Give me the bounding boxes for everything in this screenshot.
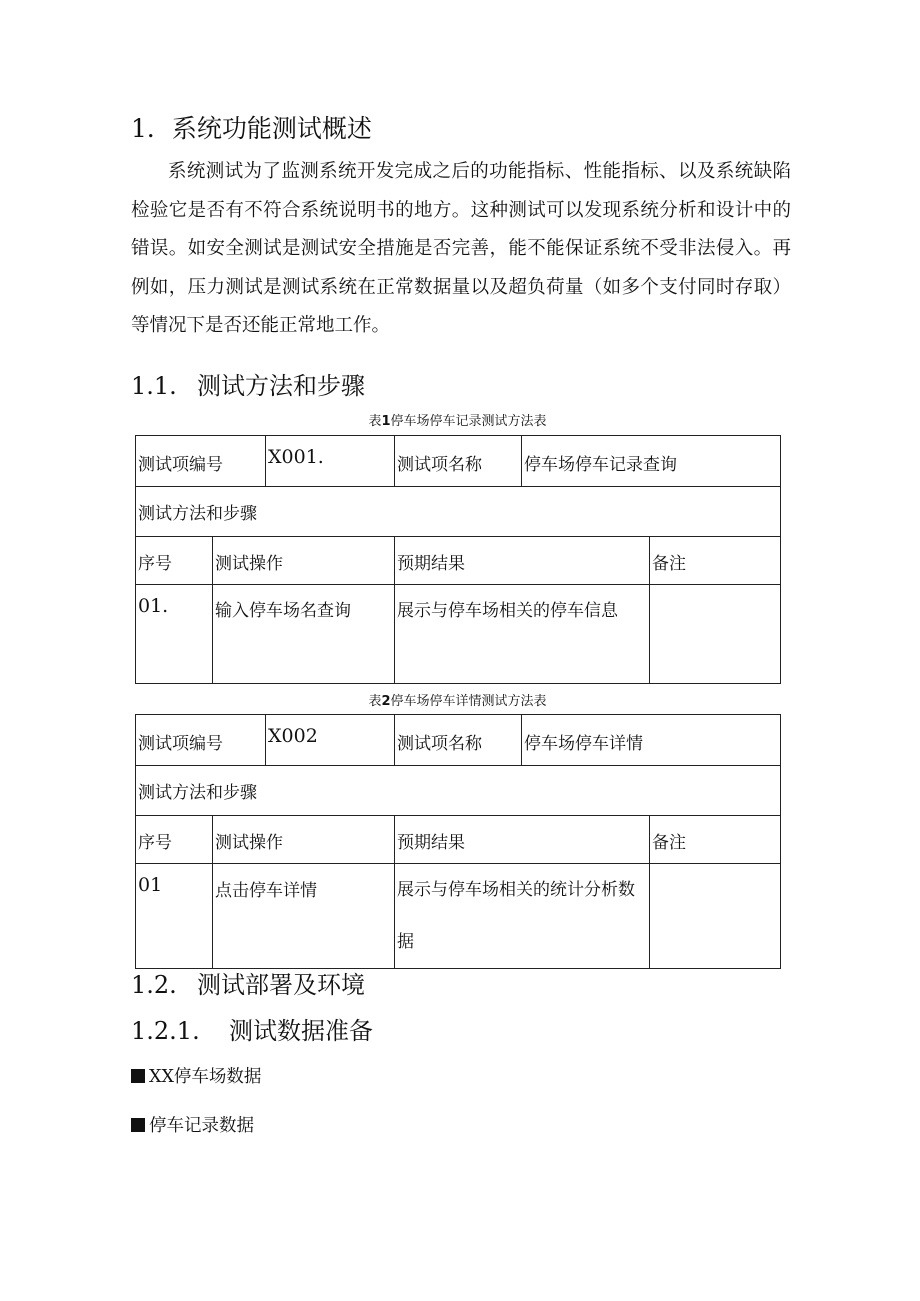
section-heading-1-1 xyxy=(131,370,365,402)
section-number: 1.2.1. xyxy=(131,1017,200,1045)
header-note: 备注 xyxy=(650,816,781,864)
id-value-cell: X002 xyxy=(266,715,395,766)
name-label-cell: 测试项名称 xyxy=(395,715,522,766)
section-heading-1-2-1 xyxy=(131,1015,373,1047)
steps-label-cell: 测试方法和步骤 xyxy=(136,766,781,816)
id-label-cell: 测试项编号 xyxy=(136,715,266,766)
table-row xyxy=(136,436,781,487)
table-2-caption xyxy=(135,693,780,711)
row-note xyxy=(650,585,781,684)
header-operation: 测试操作 xyxy=(213,816,395,864)
caption-prefix: 表 xyxy=(368,694,382,709)
name-label-cell: 测试项名称 xyxy=(395,436,522,487)
header-seq: 序号 xyxy=(136,816,213,864)
test-table-2 xyxy=(135,714,781,969)
table-row xyxy=(136,766,781,816)
row-seq: 01. xyxy=(136,585,213,684)
table-row xyxy=(136,715,781,766)
row-expected: 展示与停车场相关的统计分析数据 xyxy=(395,864,650,969)
header-seq: 序号 xyxy=(136,537,213,585)
list-item xyxy=(131,1114,254,1138)
table-1-caption xyxy=(135,413,780,431)
name-value-cell: 停车场停车详情 xyxy=(522,715,781,766)
caption-text: 停车场停车详情测试方法表 xyxy=(390,694,547,709)
section-number: 1.2. xyxy=(131,971,177,999)
header-expected: 预期结果 xyxy=(395,537,650,585)
header-expected: 预期结果 xyxy=(395,816,650,864)
section-number: 1.1. xyxy=(131,372,177,400)
name-value-cell: 停车场停车记录查询 xyxy=(522,436,781,487)
overview-text: 系统测试为了监测系统开发完成之后的功能指标、性能指标、以及系统缺陷检验它是否有不符合系统说明书的地方。这种测试可以发现系统分析和设计中的错误。如安全测试是测试安全措施是否完善，能不能保证系统不受非法侵入。再例如，压力测试是测试系统在正常数据量以及超负荷量（如多个支付同时存取）等情况下是否还能正常地工作。 xyxy=(131,161,791,336)
caption-number: 2 xyxy=(381,694,391,709)
section-title: 测试方法和步骤 xyxy=(197,372,365,400)
id-label-cell: 测试项编号 xyxy=(136,436,266,487)
square-bullet-icon xyxy=(131,1118,145,1132)
row-operation: 输入停车场名查询 xyxy=(213,585,395,684)
table-header-row xyxy=(136,537,781,585)
row-note xyxy=(650,864,781,969)
row-operation: 点击停车详情 xyxy=(213,864,395,969)
test-table-1 xyxy=(135,435,781,684)
section-title: 测试数据准备 xyxy=(229,1017,373,1045)
steps-label-cell: 测试方法和步骤 xyxy=(136,487,781,537)
list-item-text: 停车记录数据 xyxy=(149,1116,254,1136)
list-item xyxy=(131,1065,261,1089)
row-expected: 展示与停车场相关的停车信息 xyxy=(395,585,650,684)
header-note: 备注 xyxy=(650,537,781,585)
section-heading-1-2 xyxy=(131,969,365,1001)
table-header-row xyxy=(136,816,781,864)
caption-prefix: 表 xyxy=(368,414,382,429)
id-value-cell: X001. xyxy=(266,436,395,487)
table-row xyxy=(136,585,781,684)
row-seq: 01 xyxy=(136,864,213,969)
square-bullet-icon xyxy=(131,1069,145,1083)
table-row xyxy=(136,864,781,969)
section-title: 测试部署及环境 xyxy=(197,971,365,999)
header-operation: 测试操作 xyxy=(213,537,395,585)
caption-number: 1 xyxy=(381,414,391,429)
list-item-text: XX停车场数据 xyxy=(149,1067,262,1087)
section-heading-1: 1．系统功能测试概述 xyxy=(131,114,372,143)
table-row xyxy=(136,487,781,537)
overview-paragraph xyxy=(131,153,791,346)
caption-text: 停车场停车记录测试方法表 xyxy=(390,414,547,429)
